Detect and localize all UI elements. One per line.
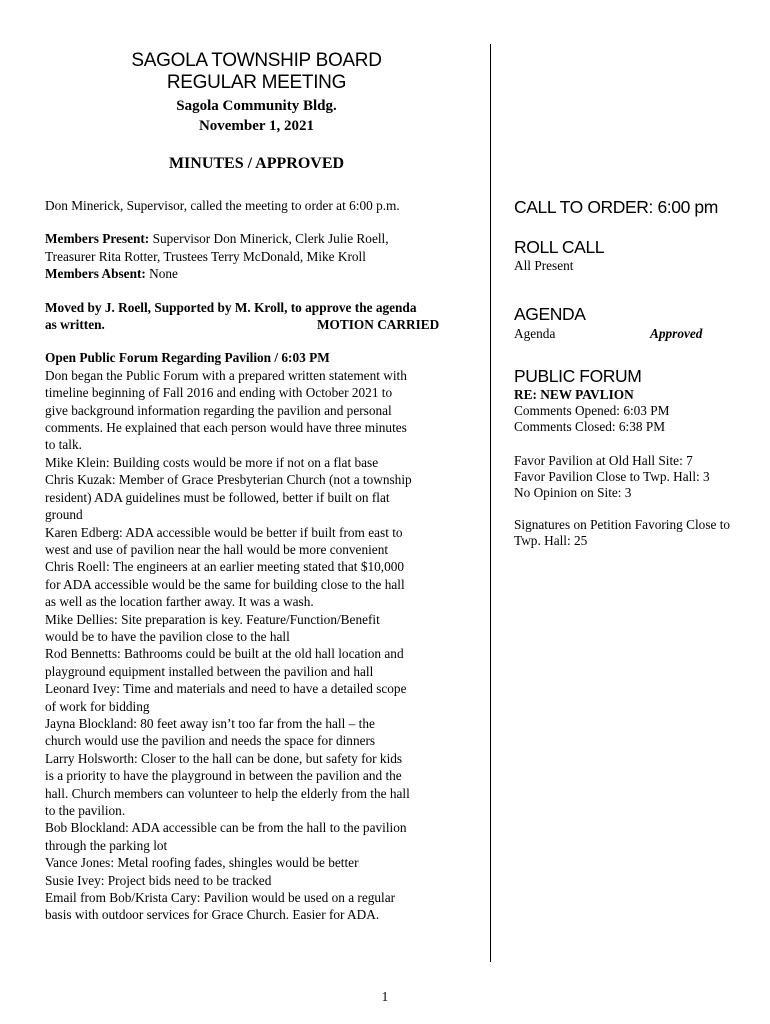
forum-line: Susie Ivey: Project bids need to be tracked xyxy=(45,872,272,888)
members-absent xyxy=(45,265,470,282)
call-to-order-label: CALL TO ORDER: xyxy=(514,197,653,217)
forum-line: Larry Holsworth: Closer to the hall can be done, but safety for kids xyxy=(45,750,403,766)
forum-line: resident) ADA guidelines must be followed, better if built on flat xyxy=(45,489,390,505)
public-forum-heading: PUBLIC FORUM xyxy=(514,366,642,386)
forum-line: to talk. xyxy=(45,437,82,453)
members-present-label: Members Present: xyxy=(45,231,150,247)
forum-line: Leonard Ivey: Time and materials and need to have a detailed scope xyxy=(45,681,407,697)
comments-closed: Comments Closed: 6:38 PM xyxy=(514,419,666,434)
meeting-location: Sagola Community Bldg. xyxy=(176,98,337,114)
agenda-status: Approved xyxy=(650,326,703,341)
page-number: 1 xyxy=(381,989,389,1004)
forum-line: church would use the pavilion and needs the space for dinners xyxy=(45,733,376,749)
column-divider xyxy=(490,44,491,962)
members-absent-label: Members Absent: xyxy=(45,266,146,282)
motion-line1: Moved by J. Roell, Supported by M. Kroll, to approve the agenda xyxy=(45,299,417,315)
signatures-line2: Twp. Hall: 25 xyxy=(514,533,588,548)
motion-line2: as written. xyxy=(45,317,105,333)
comments-opened: Comments Opened: 6:03 PM xyxy=(514,403,670,418)
roll-call-heading: ROLL CALL xyxy=(514,237,605,257)
forum-line: Email from Bob/Krista Cary: Pavilion would be used on a regular xyxy=(45,890,396,906)
forum-line: through the parking lot xyxy=(45,837,168,853)
no-opinion: No Opinion on Site: 3 xyxy=(514,485,632,500)
forum-line: timeline beginning of Fall 2016 and ending with October 2021 to xyxy=(45,385,393,401)
favor-close: Favor Pavilion Close to Twp. Hall: 3 xyxy=(514,469,710,484)
forum-line: of work for bidding xyxy=(45,698,150,714)
forum-line: would be to have the pavilion close to the hall xyxy=(45,628,290,644)
forum-line: as well as the location farther away. It was a wash. xyxy=(45,594,314,610)
minutes-status: MINUTES / APPROVED xyxy=(168,155,345,172)
motion-result: MOTION CARRIED xyxy=(317,317,440,333)
forum-line: Jayna Blockland: 80 feet away isn’t too far from the hall – the xyxy=(45,715,375,731)
forum-line: Don began the Public Forum with a prepared written statement with xyxy=(45,367,407,383)
forum-line: for ADA accessible would be the same for building close to the hall xyxy=(45,576,405,592)
members-present xyxy=(45,230,470,247)
members-absent-value: None xyxy=(145,266,178,282)
members-present-line2: Treasurer Rita Rotter, Trustees Terry McDonald, Mike Kroll xyxy=(45,248,366,264)
favor-old-site: Favor Pavilion at Old Hall Site: 7 xyxy=(514,453,693,468)
forum-line: to the pavilion. xyxy=(45,803,126,818)
forum-line: Karen Edberg: ADA accessible would be better if built from east to xyxy=(45,524,403,540)
forum-line: Chris Kuzak: Member of Grace Presbyterian Church (not a township xyxy=(45,472,412,488)
forum-line: comments. He explained that each person would have three minutes xyxy=(45,420,407,436)
members-present-line1: Supervisor Don Minerick, Clerk Julie Roell, xyxy=(149,231,389,247)
forum-line: Rod Bennetts: Bathrooms could be built at the old hall location and xyxy=(45,646,404,662)
roll-call-value: All Present xyxy=(514,258,574,273)
forum-line: Mike Klein: Building costs would be more if not on a flat base xyxy=(45,454,379,470)
forum-line: west and use of pavilion near the hall would be more convenient xyxy=(45,541,389,557)
forum-line: Bob Blockland: ADA accessible can be from the hall to the pavilion xyxy=(45,820,407,836)
call-to-order-heading xyxy=(514,197,718,217)
call-to-order-time: 6:00 pm xyxy=(652,197,718,217)
forum-line: basis with outdoor services for Grace Church. Easier for ADA. xyxy=(45,907,380,923)
meeting-type-title: REGULAR MEETING xyxy=(166,72,347,93)
forum-line: Chris Roell: The engineers at an earlier meeting stated that $10,000 xyxy=(45,559,405,575)
agenda-heading: AGENDA xyxy=(514,304,586,324)
board-title: SAGOLA TOWNSHIP BOARD xyxy=(131,50,382,71)
signatures-line1: Signatures on Petition Favoring Close to xyxy=(514,517,731,532)
call-to-order-text: Don Minerick, Supervisor, called the meeting to order at 6:00 p.m. xyxy=(45,198,400,213)
meeting-date: November 1, 2021 xyxy=(198,118,315,134)
forum-line: is a priority to have the playground in between the pavilion and the xyxy=(45,768,402,784)
forum-line: give background information regarding the pavilion and personal xyxy=(45,402,392,418)
public-forum-subject: RE: NEW PAVLION xyxy=(514,387,634,402)
forum-line: hall. Church members can volunteer to help the elderly from the hall xyxy=(45,785,410,801)
motion-line2-row xyxy=(45,316,470,333)
minutes-body xyxy=(45,197,470,924)
forum-line: ground xyxy=(45,507,83,523)
forum-line: Vance Jones: Metal roofing fades, shingles would be better xyxy=(45,855,359,871)
forum-line: Mike Dellies: Site preparation is key. Feature/Function/Benefit xyxy=(45,611,380,627)
forum-comments xyxy=(45,367,470,924)
forum-heading: Open Public Forum Regarding Pavilion / 6:03 PM xyxy=(45,350,330,366)
forum-line: playground equipment installed between the pavilion and hall xyxy=(45,663,374,679)
agenda-item: Agenda xyxy=(514,326,556,341)
